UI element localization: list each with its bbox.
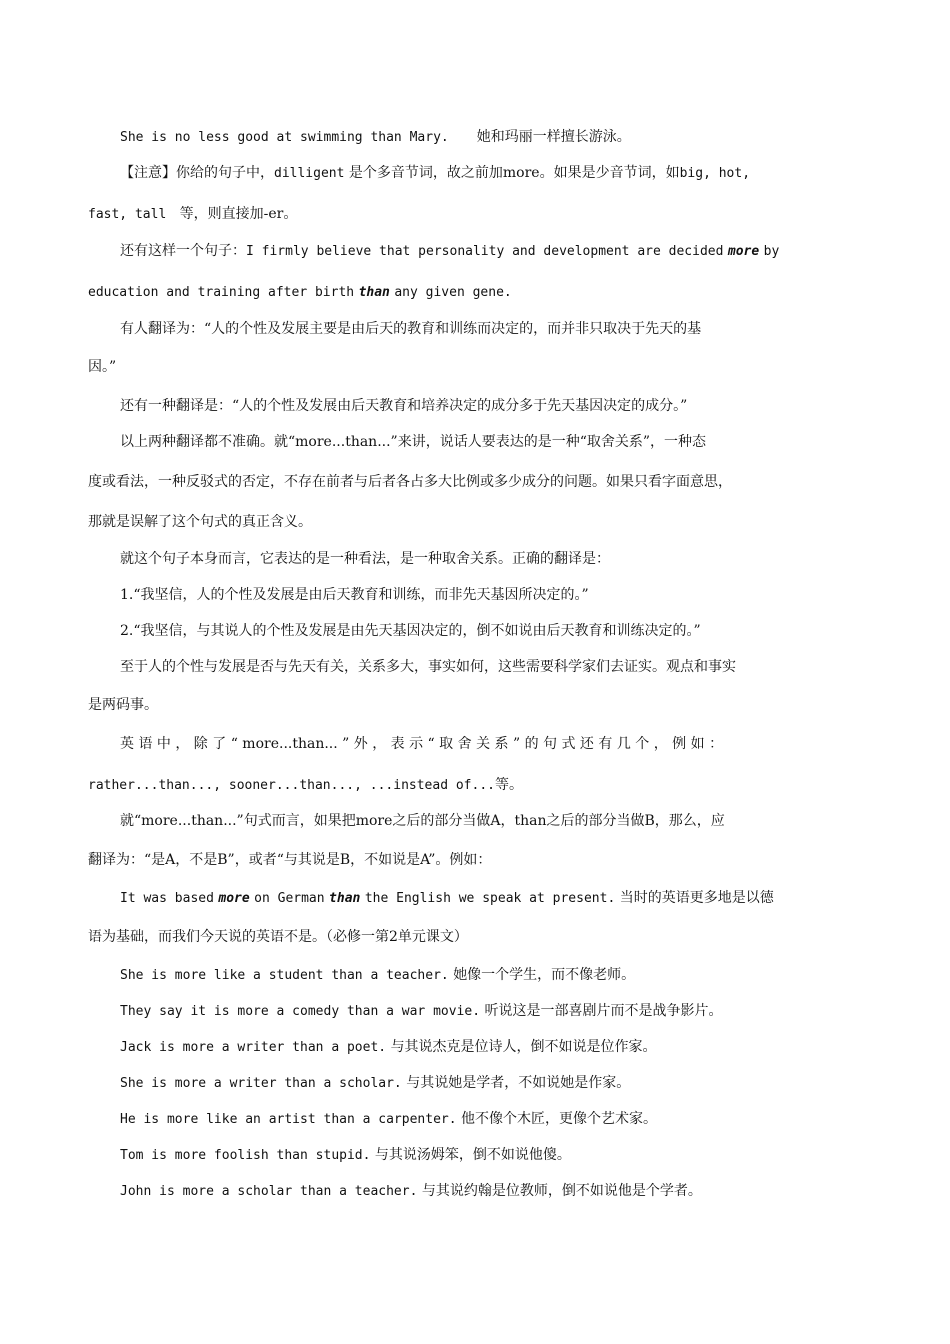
example-sentence-line: 还有这样一个句子：I firmly believe that personality and development are decided more by [120,243,780,259]
paragraph-line: 就“more...than...”句式而言，如果把more之后的部分当做A，than之后的部分当做B，那么，应 [120,813,725,829]
example-line: She is no less good at swimming than Mary. 她和玛丽一样擅长游泳。 [120,129,631,145]
note-paragraph-line: 【注意】你给的句子中，dilligent 是个多音节词，故之前加more。如果是少音节词，如big, hot, [120,165,751,181]
keyword-than: than [329,891,361,906]
example-line: They say it is more a comedy than a war movie. 听说这是一部喜剧片而不是战争影片。 [120,1003,723,1019]
paragraph-line: 还有一种翻译是：“人的个性及发展由后天教育和培养决定的成分多于先天基因决定的成分。” [120,398,688,414]
example-line: She is more a writer than a scholar. 与其说她是学者，不如说她是作家。 [120,1075,631,1091]
paragraph-line: 语为基础，而我们今天说的英语不是。（必修一第2单元课文） [88,929,468,945]
paragraph-line: 翻译为：“是A，不是B”，或者“与其说是B，不如说是A”。例如： [88,852,492,868]
example-line: He is more like an artist than a carpenter. 他不像个木匠，更像个艺术家。 [120,1111,657,1127]
keyword-than: than [358,285,390,300]
example-line: It was based more on German than the English we speak at present. 当时的英语更多地是以德 [120,890,774,906]
paragraph-line: 那就是误解了这个句式的真正含义。 [88,514,312,530]
paragraph-line: 有人翻译为：“人的个性及发展主要是由后天的教育和训练而决定的，而并非只取决于先天的基 [120,321,702,337]
keyword-more: more [218,891,250,906]
paragraph-line: 就这个句子本身而言，它表达的是一种看法，是一种取舍关系。正确的翻译是： [120,551,610,567]
example-line: She is more like a student than a teacher. 她像一个学生，而不像老师。 [120,967,636,983]
example-line: Jack is more a writer than a poet. 与其说杰克是位诗人，倒不如说是位作家。 [120,1039,657,1055]
translation-item: 1.“我坚信，人的个性及发展是由后天教育和训练，而非先天基因所决定的。” [120,587,589,603]
note-paragraph-line: fast, tall 等，则直接加-er。 [88,206,298,222]
example-sentence-line: education and training after birth than any given gene. [88,285,512,300]
paragraph-line: 因。” [88,359,117,375]
paragraph-line: 英 语 中 ， 除 了 “ more...than... ” 外 ， 表 示 “ 取 舍 关 系 ” 的 句 式 还 有 几 个 ， 例 如 ： [120,736,724,752]
example-line: John is more a scholar than a teacher. 与其说约翰是位教师，倒不如说他是个学者。 [120,1183,702,1199]
paragraph-line: rather...than..., sooner...than..., ...instead of...等。 [88,777,523,793]
translation-item: 2.“我坚信，与其说人的个性及发展是由先天基因决定的，倒不如说由后天教育和训练决定的。” [120,623,701,639]
paragraph-line: 是两码事。 [88,697,158,713]
paragraph-line: 以上两种翻译都不准确。就“more...than...”来讲，说话人要表达的是一种“取舍关系”，一种态 [120,434,707,450]
paragraph-line: 至于人的个性与发展是否与先天有关，关系多大，事实如何，这些需要科学家们去证实。观点和事实 [120,659,736,675]
paragraph-line: 度或看法，一种反驳式的否定，不存在前者与后者各占多大比例或多少成分的问题。如果只看字面意思， [88,474,732,490]
keyword-more: more [727,244,760,259]
example-line: Tom is more foolish than stupid. 与其说汤姆笨，倒不如说他傻。 [120,1147,571,1163]
